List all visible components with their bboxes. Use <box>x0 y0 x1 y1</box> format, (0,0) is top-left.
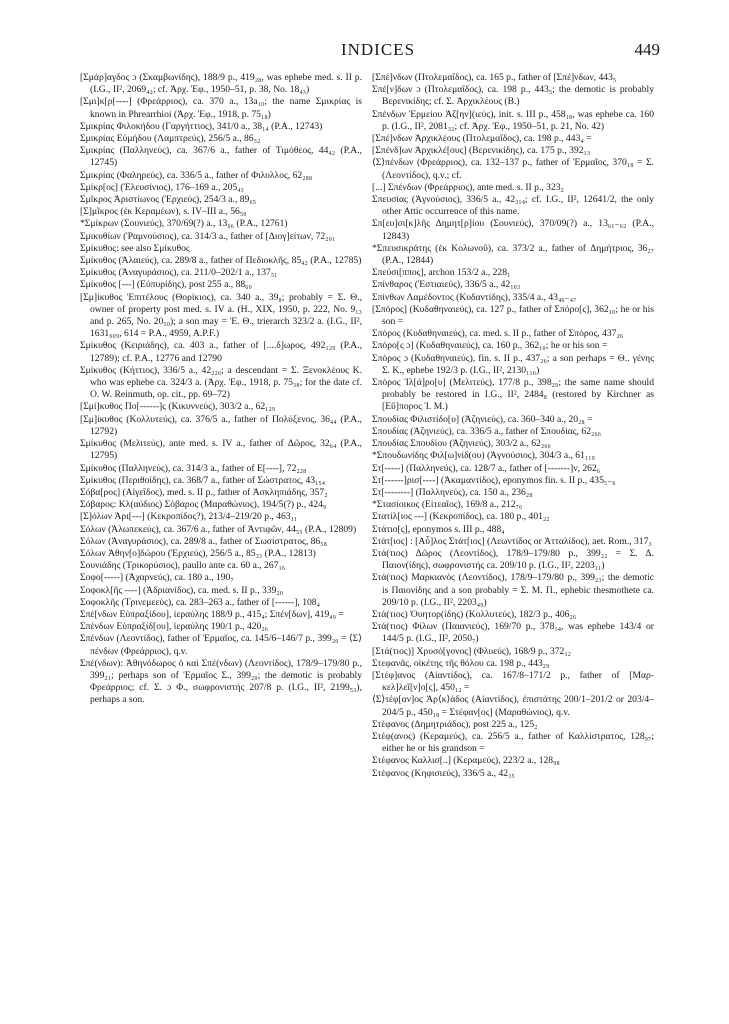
index-entry: Σμίκυθος: see also Σμίκυθος <box>80 242 190 254</box>
index-entry: Σπόρος ɔ (Κυδαθηναιεύς), fin. s. II p., 437₂₆; a son perhaps = Θ.. γένης Σ. Κ., ephebe 192/3 p. (I.G., II², 2130₁₁₆) <box>372 352 654 376</box>
index-entry: [Σπέ]νδων (Πτολεμαΐδος), ca. 165 p., father of [Σπέ]νδων, 443₅ <box>372 72 617 83</box>
index-entry: ⟨Σ⟩πένδων (Φρεάρριος), ca. 132–137 p., father of Ἑρμαῖος, 370₁₈ = Σ. (Λεοντίδος), q.v.; cf. <box>372 157 654 181</box>
index-entry: ⟨Σ⟩τέφ[αν]ος Ἀρ⟨κ⟩άδος (Αἰαντίδος), ἐπιστάτης 200/1–201/2 or 203/4–204/5 p., 450₁₈ = Στέφαν[ος] (Μαραθώνιος), q.v. <box>372 694 654 718</box>
index-entry: Στ[-----] (Παλληνεύς), ca. 128/7 a., father of [-------]ν, 262₆ <box>372 462 601 474</box>
index-entry: [Σμι]κ[ρ[----] (Φρεάρριος), ca. 370 a., 13a₁₀; the name Σμικρίας is known in Phrearrhioi (Ἀρχ. Ἐφ., 1918, p. 75₁₈) <box>80 96 362 120</box>
index-entry: Στεφανᾶς, οἰκέτης τῆς θόλου ca. 198 p., 443₂₉ <box>372 657 550 669</box>
index-entry: Σμῖκρος Ἀριστίωνος (Ἐρχιεύς), 254/3 a., 89₆₅ <box>80 194 257 206</box>
index-entry: Σπένδων Ἑρμείου Ἀζ[ην](ιεύς), init. s. III p., 458₁₈, was ephebe ca. 160 p. (I.G., II², 2081₃₂; cf. Ἀρχ. Ἐφ., 1950–51, p. 21, No. 42) <box>372 108 654 132</box>
index-entry: Σουνιάδης (Τρικορύσιος), paullo ante ca. 60 a., 267₁₆ <box>80 560 286 572</box>
index-entry: [Σμί]κυθος Πο[------]ς (Κικυννεύς), 303/2 a., 62₁₂₉ <box>80 401 276 413</box>
left-column <box>80 72 362 707</box>
index-entry: Σμίκυθος (Παλληνεύς), ca. 314/3 a., father of E[----], 72₂₂₈ <box>80 462 307 474</box>
index-entry: Σπουδίας Φιλιστίδο[υ] (Ἀζηνιεύς), ca. 360–340 a., 20₂₈ = <box>372 413 593 425</box>
index-entry: *Σπευσικράτης (ἐκ Κολωνοῦ), ca. 373/2 a., father of Δημήτριος, 36₂₇ (P.A., 12844) <box>372 242 654 267</box>
index-entry: Σοφοκλ[ῆς ----] (Ἀδριανίδος), ca. med. s. II p., 339₂₀ <box>80 584 284 596</box>
index-entry: Σμίκυθος (Κειριάδης), ca. 403 a., father of [....δ]ωρος, 492₁₂₉ (P.A., 12789); cf. P.A., 12776 and 12790 <box>80 340 362 364</box>
index-entry: Στατίλ[ιος ---] (Κεκροπίδος), ca. 180 p., 401₂₂ <box>372 511 550 523</box>
index-entry: Στάτ[ιος] : [Αὖ]λος Στάτ[ιος] (Λεωντίδος or Ἀτταλίδος), aet. Rom., 317₃ <box>372 535 652 547</box>
index-entry: [Σπέ]νδων Ἀρχικλέους (Πτολεμαΐδος), ca. 198 p., 443₄ = <box>372 133 592 145</box>
index-entry: Σοφο[-----] (Ἀχαρνεύς), ca. 180 a., 190₇ <box>80 572 234 584</box>
index-entry: Σμικρίας (Παλληνεύς), ca. 367/6 a., father of Τιμόθεος, 44₄₂ (P.A., 12745) <box>80 145 362 169</box>
page-number: 449 <box>634 40 660 59</box>
index-entry: Σμίκυθος (Ἁλαιεύς), ca. 289/8 a., father of Πεδιοκλῆς, 85₄₂ (P.A., 12785) <box>80 255 362 267</box>
index-entry: *Σπουδωνίδης Φιλ[ω]νίδ(ου) (Ἀγνούσιος), 304/3 a., 61₁₁₉ <box>372 450 595 462</box>
index-entry: [Σμ]ίκυθος (Κολλυτεύς), ca. 376/5 a., father of Πολύξενος, 36₄₄ (P.A., 12792) <box>80 413 362 437</box>
index-entry: [Σπένδ]ων Ἀρχικλέ[ους] (Βερενικίδης), ca. 175 p., 392₁₃ <box>372 145 591 157</box>
index-entry: [Σμ]ίκυθος Ἐπιτέλους (Θορίκιος), ca. 340 a., 39₈; probably = Σ. Θ., owner of property post med. s. IV a. (H., XIX, 1950, p. 222, No. 9₁₃ and p. 265, No. 20₅₀); a son may = Ἐ. Θ., trierarch 323/2 a. (I.G., II², 1631₆₀₉, 614 = P.A., 4959, A.P.F.) <box>80 291 362 340</box>
index-entry: [Σμάρ]αγδος ɔ (Σκαμβωνίδης), 188/9 p., 419₂₈, was ephebe med. s. II p. (I.G., II², 2069₄₂; cf. Ἀρχ. Ἐφ., 1950–51, p. 38, No. 18₄₃) <box>80 72 362 96</box>
page-header <box>96 40 660 64</box>
index-entry: Στ[------]ρισ[----] (Ἀκαμαντίδος), eponymos fin. s. II p., 435₅₋₆ <box>372 474 616 486</box>
index-entry: Σόβα[ρος] (Αἰγεΐδος), med. s. II p., father of Ἀσκληπιάδης, 357₂ <box>80 486 328 498</box>
index-entry: Σμίκυθος [---] (Εὐπυρίδης), post 255 a., 88₆₀ <box>80 279 252 291</box>
index-entry: Σπίνθων Λαμέδοντος (Κυδαντίδης), 335/4 a., 43₄₆₋₄₇ <box>372 291 577 303</box>
index-entry: Σμικρίας Εὐμήδου (Λαμπτρεύς), 256/5 a., 86₃₂ <box>80 133 261 145</box>
page-title: INDICES <box>340 40 416 59</box>
index-entry: Σπένδων (Λεοντίδος), father of Ἑρμαῖος, ca. 145/6–146/7 p., 399₂₀ = ⟨Σ⟩πένδων (Φρεάρριος), q.v. <box>80 633 362 657</box>
index-entry: Σπίνθαρος (Ἑστιαιεύς), 336/5 a., 42₁₀₃ <box>372 279 521 291</box>
index-entry: Σπένδων Εὐπραξίδ[ου], ἱεραύλης 190/1 p., 420₂₆ <box>80 621 269 633</box>
index-entry: *Σμίκρων (Σουνιεύς), 370/69(?) a., 13₆₆ (P.A., 12761) <box>80 218 288 230</box>
index-entry: Στάτιο[ς], eponymos s. III p., 488₄ <box>372 523 505 535</box>
index-entry: Στά(τιος) Φίλων (Παιανιεύς), 169/70 p., 378₁₄, was ephebe 143/4 or 144/5 p. (I.G., II², 2050₇) <box>372 621 654 645</box>
index-entry: Σπόρο[ς ɔ] (Κυδαθηναιεύς), ca. 160 p., 362₁₀; he or his son = <box>372 340 608 352</box>
index-entry: [Στέφ]ανος (Αἰαντίδος), ca. 167/8–171/2 p., father of [Μαρ-κελ]λεῖ[ν]ο[ς], 450₁₂ = <box>372 669 654 694</box>
index-entry: Στά(τιος) Μαρκιανὸς (Λεοντίδος), 178/9–179/80 p., 399₂₃; the demotic is Παιονίδης and a son probably = Σ. Μ. Π., ephebic thesmothete ca. 209/10 p. (I.G., II², 2203₄₉) <box>372 572 654 608</box>
index-entry: Σμικρίας Φιλοκήδου (Γαργήττιος), 341/0 a., 38₁₄ (P.A., 12743) <box>80 120 323 132</box>
index-entry: Σόλων (Ἀναγυράσιος), ca. 289/8 a., father of Σωσίστρατος, 86₅₈ <box>80 535 327 547</box>
index-entry: Στά(τιος) Δῶρος (Λεοντίδος), 178/9–179/80 p., 399₂₂ = Σ. Δ. Παιον(ίδης), σωφρονιστής ca. 209/10 p. (I.G., II², 2203₁₁) <box>372 547 654 572</box>
index-entry: Σπεύσι[ππος], archon 153/2 a., 228₁ <box>372 267 511 279</box>
index-entry: Στέφανος Καλλισ[..] (Κεραμεύς), 223/2 a., 128₉₈ <box>372 755 560 767</box>
index-entry: Σμικυθίων (Ῥαμνούσιος), ca. 314/3 a., father of [Διογ]είτων, 72₂₀₁ <box>80 230 336 242</box>
index-entry: Σπόρος Ἰλ[ά]ρο[υ] (Μελιτεύς), 177/8 p., 398₂₉; the same name should probably be restored in I.G., II², 2484₈ (restored by Kirchner as [Εὔ]πορος Ἰ. Μ.) <box>372 377 654 413</box>
index-entry: Σπέ[νδων Εὐπραξίδου], ἱεραύλης 188/9 p., 415₄; Σπέν[δων], 419₄₉ = <box>80 608 344 620</box>
index-entry: Σόβαρος: Κλ(αύδιος) Σόβαρος (Μαραθώνιος), 194/5(?) p., 424₉ <box>80 499 327 511</box>
index-entry: Σόλων Ἀθην[ο]δώρου (Ἐρχιεύς), 256/5 a., 85₃₃ (P.A., 12813) <box>80 547 316 559</box>
index-entry: [Σ]όλων Ἀρι[---] (Κεκροπίδος?), 213/4–219/20 p., 463₁₁ <box>80 511 298 523</box>
index-entry: Σμικρίας (Φαληρεύς), ca. 336/5 a., father of Φιλυλλος, 62₂₈₈ <box>80 169 313 181</box>
index-entry: Σοφοκλῆς (Τρινεμεεύς), ca. 283–263 a., father of [------], 108₄ <box>80 596 320 608</box>
index-entry: Σμίκυθος (Κήττιος), 336/5 a., 42₂₂₆; a descendant = Σ. Ξενοκλέους Κ. who was ephebe ca. 324/3 a. (Ἀρχ. Ἐφ., 1918, p. 75₃₈; for the date cf. O. W. Reinmuth, op. cit., pp. 69–72) <box>80 364 362 401</box>
index-entry: Στά(τιος) Ὀυητορ(ίδης) (Κολλυτεύς), 182/3 p., 406₂₆ <box>372 608 577 620</box>
index-entry: Σπ[ευ]σι[κ]λῆς Δημητ[ρ]ίου (Σουνιεύς), 370/09(?) a., 13₆₁₋₆₂ (P.A., 12843) <box>372 218 654 242</box>
index-entry: Σπουδίας (Ἀζηνιεύς), ca. 336/5 a., father of Σπουδίας, 62₂₆₆ <box>372 425 602 437</box>
index-entry: Σμίκυθος (Μελιτεύς), ante med. s. IV a., father of Δῶρος, 32₆₄ (P.A., 12795) <box>80 438 362 462</box>
index-entry: [Σ]μῖκρος (ἐκ Κεραμέων), s. IV–III a., 56₅₀ <box>80 206 247 218</box>
index-entry: Σμίκυθος (Περιθοίδης), ca. 368/7 a., father of Σώστρατος, 43₁₅₄ <box>80 474 326 486</box>
index-entry: Σπευσίας (Ἀγνούσιος), 336/5 a., 42₃₁₄; cf. I.G., II², 12641/2, the only other Attic occurrence of this name. <box>372 194 654 218</box>
index-entry: Στέφ(ανος) (Κεραμεύς), ca. 256/5 a., father of Καλλίστρατος, 128₉₇; either he or his grandson = <box>372 730 654 755</box>
index-entry: Σπέ[ν]δων ɔ (Πτολεμαΐδος), ca. 198 p., 443₅; the demotic is probably Βερενικίδης; cf. Σ. Ἀρχικλέους (B.) <box>372 84 654 108</box>
index-entry: *Στασίοικος (Εἰτεαῖος), 169/8 a., 212₇₆ <box>372 499 523 511</box>
index-entry: Στέφανος (Δημητριάδος), post 225 a., 125₂ <box>372 718 538 730</box>
index-entry: Σμίκυθος (Ἀναγυράσιος), ca. 211/0–202/1 a., 137₅₁ <box>80 267 278 279</box>
index-entry: Σπέ(νδων): Ἀθηνόδωρος ὁ καὶ Σπέ(νδων) (Λεοντίδος), 178/9–179/80 p., 399₂₁; perhaps son of Ἑρμαῖος Σ., 399₂₀; the demotic is probably Φρεάρριος; cf. Σ. ɔ Φ., σωφρονιστής 207/8 p. (I.G., II², 2199₅₃), perhaps a son. <box>80 657 362 706</box>
index-entry: Στέφανος (Κηφισιεύς), 336/5 a., 42₃₅ <box>372 767 515 779</box>
index-entry: Σπόρος (Κυδαθηναιεύς), ca. med. s. II p., father of Σπόρος, 437₂₆ <box>372 328 624 340</box>
index-entry: Σόλων (Ἀλωπεκεύς), ca. 367/6 a., father of Ἀντιφῶν, 44₅₅ (P.A., 12809) <box>80 523 357 535</box>
index-entry: Στ[--------] (Παλληνεύς), ca. 150 a., 236₂₈ <box>372 486 533 498</box>
index-entry: Σμίκρ[ος] (Ἐλευσίνιος), 176–169 a., 205₄₃ <box>80 181 244 193</box>
index-entry: [Σπόρος] (Κυδαθηναιεύς), ca. 127 p., father of Σπόρο[ς], 362₁₀; he or his son = <box>372 303 654 328</box>
index-entry: [...] Σπένδων (Φρεάρριος), ante med. s. II p., 323₂ <box>372 181 564 193</box>
right-column <box>372 72 654 780</box>
index-entry: Σπουδίας Σπουδίου (Ἀζηνιεύς), 303/2 a., 62₂₆₆ <box>372 438 551 450</box>
index-entry: [Στά(τιος)] Χρυσό[γονος] (Φλυεύς), 168/9 p., 372₁₂ <box>372 645 572 657</box>
